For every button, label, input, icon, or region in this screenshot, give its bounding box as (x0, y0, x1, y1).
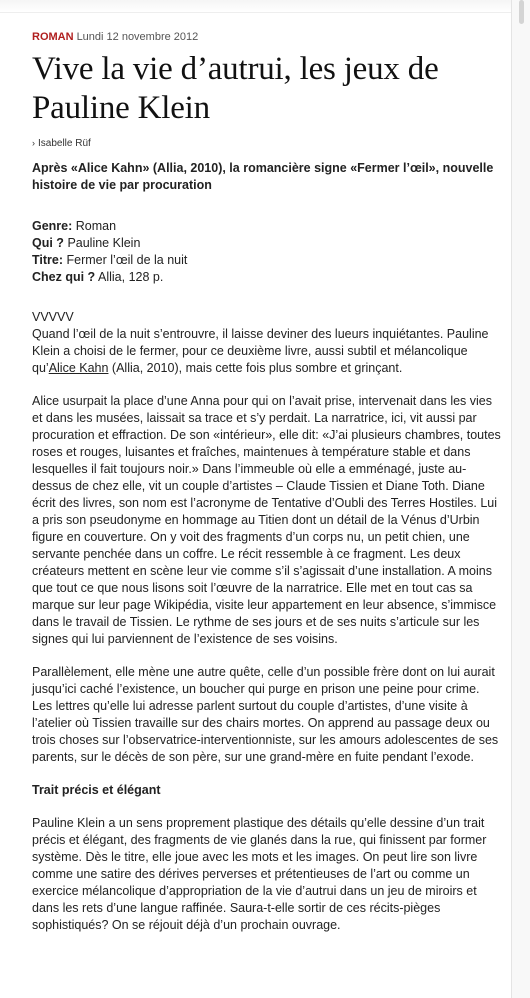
scrollbar-thumb[interactable] (519, 0, 524, 24)
info-qui (32, 235, 502, 252)
info-titre-value: Fermer l’œil de la nuit (66, 253, 188, 267)
rating: VVVVV (32, 310, 74, 324)
info-genre (32, 218, 502, 235)
paragraph-1-end: (Allia, 2010), mais cette fois plus sombre et grinçant. (108, 361, 403, 375)
info-chez (32, 269, 502, 286)
browser-top-strip (0, 0, 512, 13)
article-body (32, 326, 502, 766)
scrollbar[interactable] (511, 0, 530, 998)
paragraph-2: Alice usurpait la place d’une Anna pour qui on l’avait prise, intervenait dans les vies et dans les musées, laissait sa trace et s’y perdait. La narratrice, ici, vit aussi par procuration et effraction. De son «intérieur», elle dit: «J’ai plusieurs chambres, toutes roses et rouges, luisantes et fraîches, maintenues à température stable et dans lesquelles il fait toujours noir.» Dans l’immeuble où elle a emménagé, juste au-dessus de chez elle, vit un couple d’artistes – Claude Tissien et Diane Toth. Diane écrit des livres, son nom est l’acronyme de Tentative d’Oubli des Terres Hostiles. Lui a pris son pseudonyme en hommage au Titien dont un détail de la Vénus d’Urbin figure en couverture. On y voit des fragments d’un corps nu, un petit chien, une servante penchée dans un coffre. Le récit ressemble à ce fragment. Les deux créateurs mettent en scène leur vie comme s’il s’agissait d’une installation. A moins que tout ce que nous lisons soit l’œuvre de la narratrice. Elle met en tout cas sa marque sur leur page Wikipédia, visite leur appartement en leur absence, s’immisce dans le travail de Tissien. Le rythme de ses jours et de ses nuits s’articule sur les signes qui lui parviennent de l’existence de ses voisins. (32, 394, 501, 646)
book-info (32, 218, 502, 286)
author-line[interactable] (32, 137, 502, 150)
author-name[interactable]: Isabelle Rüf (38, 138, 91, 149)
article-title: Vive la vie d’autrui, les jeux de Pauline Klein (32, 51, 439, 126)
alice-kahn-link[interactable]: Alice Kahn (48, 361, 109, 375)
chevron-right-icon: › (32, 138, 35, 148)
article (32, 30, 502, 934)
info-chez-value: Allia, 128 p. (98, 270, 164, 284)
article-lead: Après «Alice Kahn» (Allia, 2010), la romancière signe «Fermer l’œil», nouvelle histoire de vie par procuration (32, 161, 494, 192)
article-body-continued (32, 815, 502, 934)
rubric-label[interactable]: ROMAN (32, 31, 74, 43)
info-genre-label: Genre: (32, 219, 73, 233)
info-titre (32, 252, 502, 269)
paragraph-1-start: Quand l’œil de la nuit s’entrouvre, il laisse deviner des lueurs inquiétantes. Pauline Klein a choisi de le fermer, pour ce deuxième livre, aussi subtil et mélancolique qu’ (32, 327, 489, 375)
info-titre-label: Titre: (32, 253, 64, 267)
info-qui-label: Qui ? (32, 236, 64, 250)
paragraph-3: Parallèlement, elle mène une autre quête, celle d’un possible frère dont on lui aurait jusqu’ici caché l’existence, un boucher qui purge en prison une peine pour crime. Les lettres qu’elle lui adresse parlent surtout du couple d’artistes, d’une visite à l’atelier où Tissien travaille sur des chairs mortes. On apprend au passage deux ou trois choses sur l’observatrice-interventionniste, sur les amours adolescentes de ses parents, sur le décès de son père, sur une grand-mère en fuite pendant l’exode. (32, 665, 499, 764)
info-qui-value: Pauline Klein (67, 236, 141, 250)
info-genre-value: Roman (75, 219, 117, 233)
paragraph-1 (32, 326, 502, 377)
info-chez-label: Chez qui ? (32, 270, 96, 284)
paragraph-4: Pauline Klein a un sens proprement plastique des détails qu’elle dessine d’un trait précis et élégant, des fragments de vie glanés dans la rue, qui finissent par former système. Dès le titre, elle joue avec les mots et les images. On peut lire son livre comme une satire des dérives perverses et prétentieuses de l’art ou comme un exercice mélancolique d’appropriation de la vie d’autrui dans un jeu de miroirs et dans les rets d’une langue raffinée. Saura-t-elle sortir de ces récits-pièges sophistiqués? On se réjouit déjà d’un prochain ouvrage. (32, 816, 487, 932)
article-meta (32, 30, 502, 44)
section-subheading: Trait précis et élégant (32, 783, 161, 797)
publication-date: Lundi 12 novembre 2012 (76, 31, 199, 43)
